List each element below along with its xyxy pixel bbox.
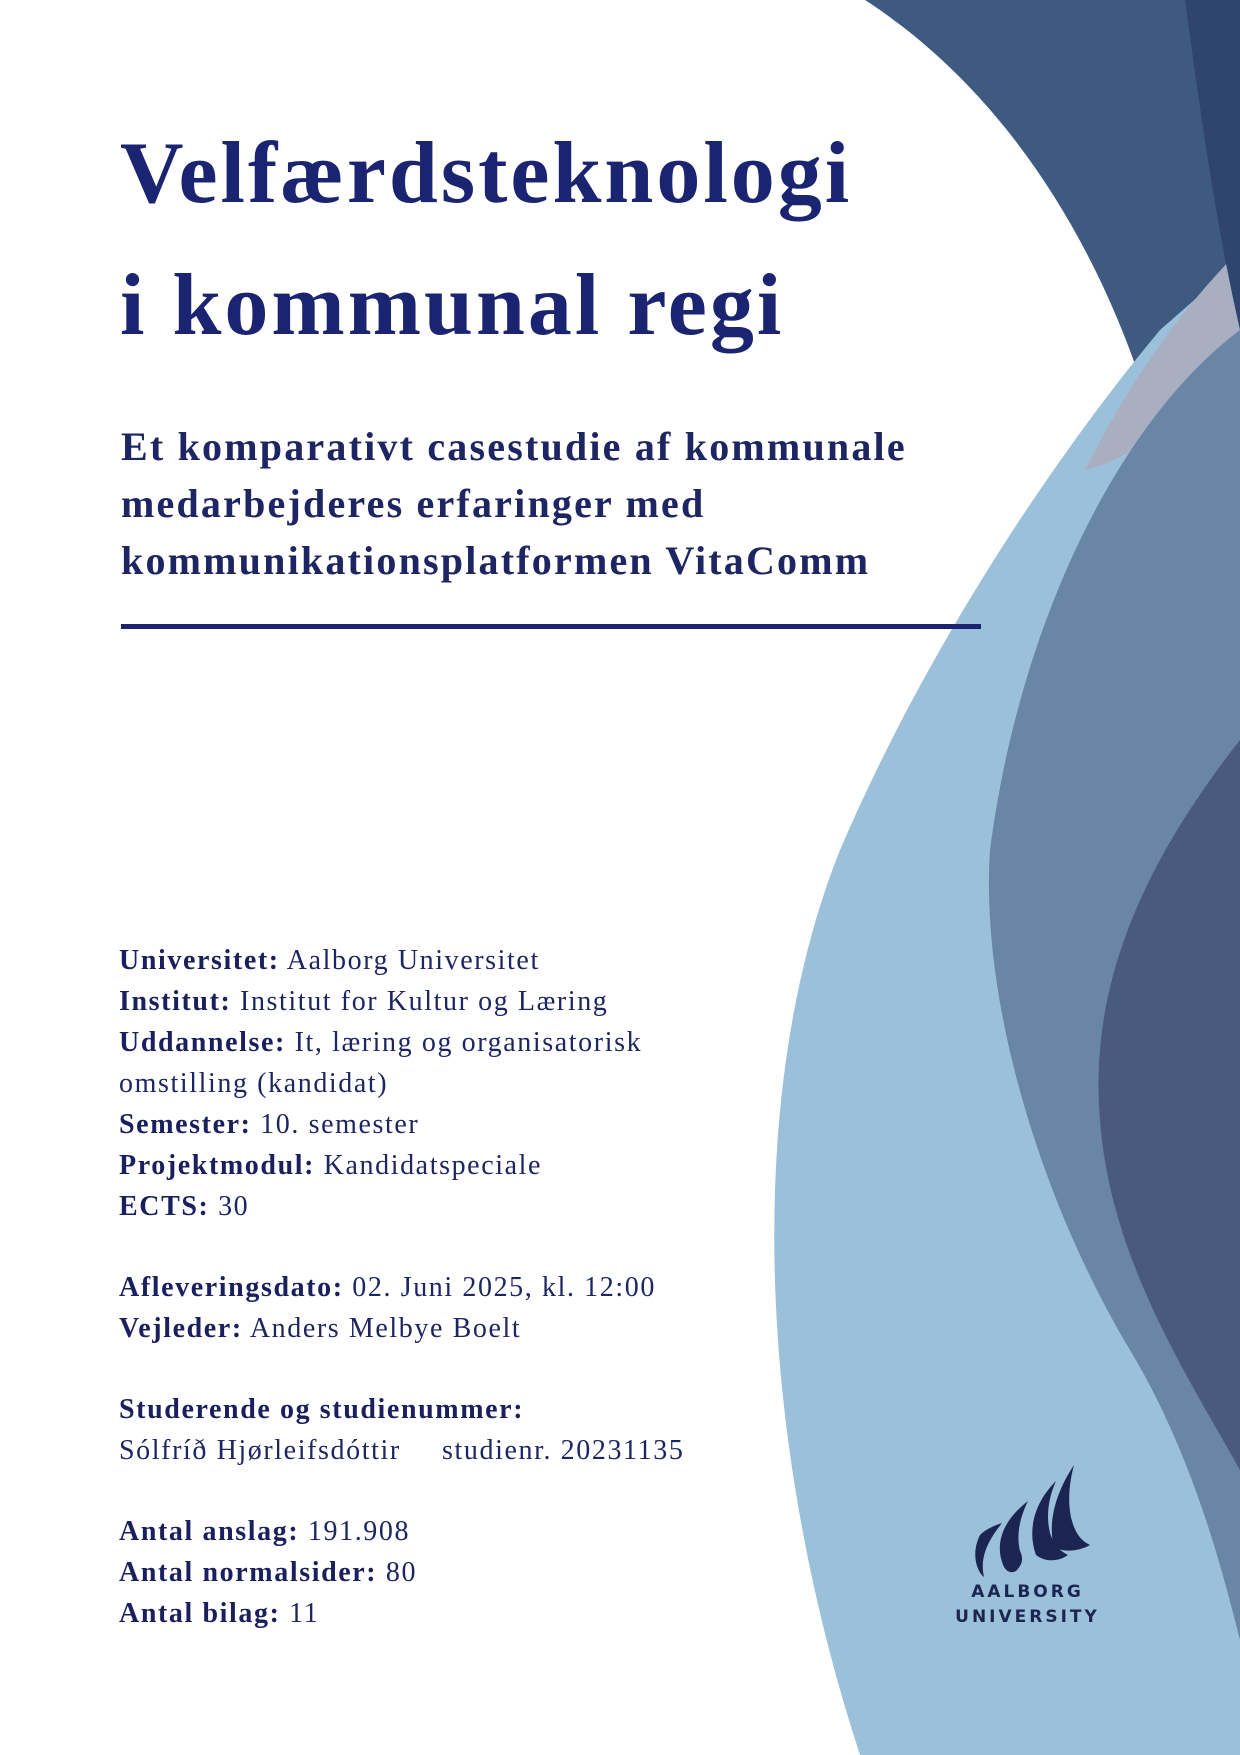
detail-value: 30 (218, 1191, 250, 1222)
wordmark-line-1: AALBORG (971, 1582, 1084, 1602)
detail-label: Antal normalsider: (119, 1557, 378, 1588)
detail-value: 11 (289, 1598, 320, 1629)
detail-student (119, 1430, 819, 1471)
detail-label: Projektmodul: (119, 1150, 316, 1181)
wordmark-line-2: UNIVERSITY (955, 1607, 1100, 1627)
detail-label: Universitet: (119, 945, 280, 976)
detail-value: 02. Juni 2025, kl. 12:00 (352, 1272, 656, 1303)
spacer (119, 1349, 819, 1389)
detail-label: ECTS: (119, 1191, 210, 1222)
thesis-details (119, 940, 819, 1634)
spacer (119, 1227, 819, 1267)
detail-supervisor (119, 1308, 819, 1349)
detail-ects (119, 1186, 819, 1227)
document-subtitle (121, 418, 1001, 589)
detail-label: Studerende og studienummer: (119, 1394, 525, 1425)
detail-label: Uddannelse: (119, 1027, 286, 1058)
detail-value: Aalborg Universitet (286, 945, 540, 976)
detail-module (119, 1145, 819, 1186)
subtitle-line-3: kommunikationsplatformen VitaComm (121, 538, 871, 583)
detail-deadline (119, 1267, 819, 1308)
university-wordmark (940, 1580, 1115, 1630)
student-number: studienr. 20231135 (442, 1435, 685, 1466)
detail-university (119, 940, 819, 981)
detail-label: Antal anslag: (119, 1516, 300, 1547)
detail-value: Kandidatspeciale (323, 1150, 543, 1181)
detail-normal-pages (119, 1552, 819, 1593)
subtitle-line-1: Et komparativt casestudie af kommunale (121, 424, 907, 469)
spacer (119, 1471, 819, 1511)
detail-value: Institut for Kultur og Læring (240, 986, 609, 1017)
student-name: Sólfríð Hjørleifsdóttir (119, 1435, 401, 1466)
detail-characters (119, 1511, 819, 1552)
detail-semester (119, 1104, 819, 1145)
detail-label: Vejleder: (119, 1313, 243, 1344)
detail-label: Institut: (119, 986, 232, 1017)
title-line-1: Velfærdsteknologi (120, 125, 853, 222)
detail-value: It, læring og organisatorisk (294, 1027, 643, 1058)
detail-value: Anders Melbye Boelt (249, 1313, 522, 1344)
title-divider (121, 624, 981, 629)
detail-appendices (119, 1593, 819, 1634)
title-line-2: i kommunal regi (120, 257, 785, 354)
detail-education (119, 1022, 819, 1063)
detail-value: 191.908 (307, 1516, 411, 1547)
subtitle-line-2: medarbejderes erfaringer med (121, 481, 706, 526)
detail-label: Semester: (119, 1109, 252, 1140)
detail-label: Afleveringsdato: (119, 1272, 344, 1303)
detail-education-continued: omstilling (kandidat) (119, 1068, 389, 1099)
detail-value: 80 (385, 1557, 418, 1588)
detail-label: Antal bilag: (119, 1598, 281, 1629)
document-title (120, 108, 1020, 372)
detail-value: 10. semester (260, 1109, 420, 1140)
detail-student-heading (119, 1389, 819, 1430)
detail-institute (119, 981, 819, 1022)
